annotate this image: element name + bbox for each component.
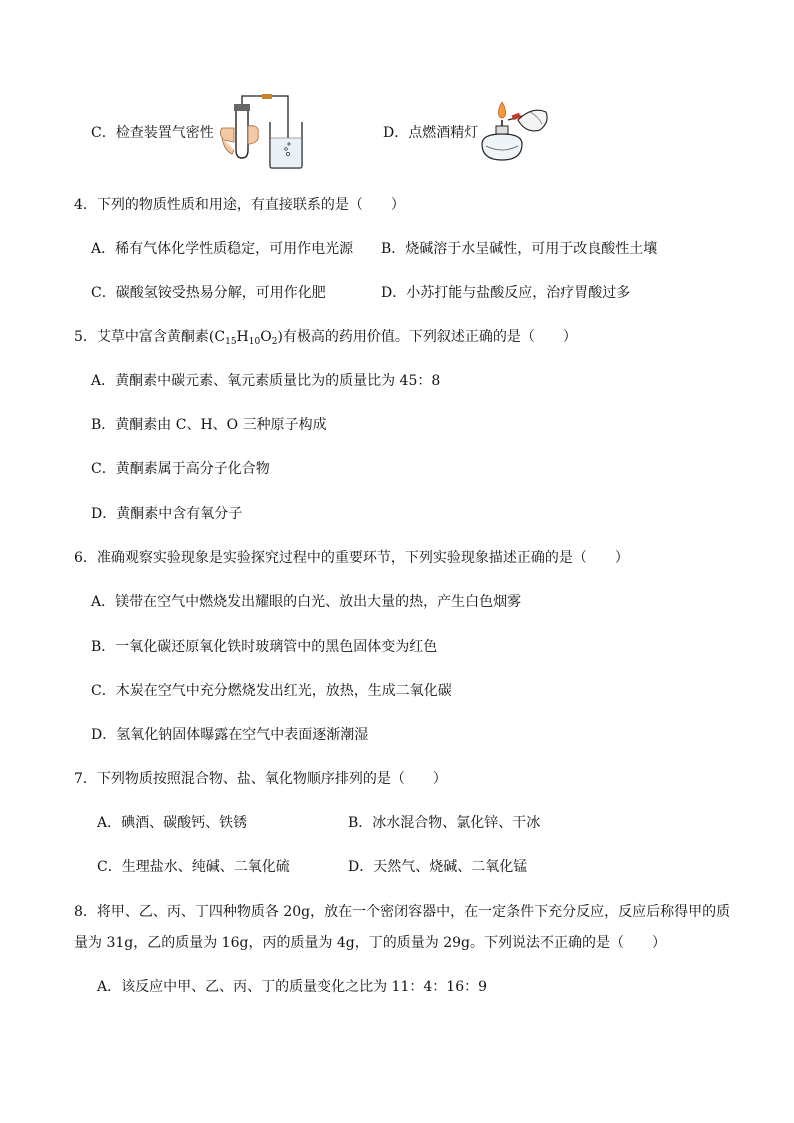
q4-option-c: C．碳酸氢铵受热易分解，可用作化肥: [91, 285, 326, 301]
q4-option-a: A．稀有气体化学性质稳定，可用作电光源: [91, 241, 354, 257]
q6-option-a: A．镁带在空气中燃烧发出耀眼的白光、放出大量的热，产生白色烟雾: [91, 594, 522, 610]
q7-stem: 7．下列物质按照混合物、盐、氧化物顺序排列的是（ ）: [74, 771, 447, 787]
q8-stem-line1: 8．将甲、乙、丙、丁四种物质各 20g，放在一个密闭容器中，在一定条件下充分反应，反应后称得甲的质: [74, 904, 731, 920]
q3-option-d: D．点燃酒精灯: [383, 125, 479, 141]
q5-option-b: B．黄酮素由 C、H、O 三种原子构成: [91, 417, 327, 433]
q4-stem: 4．下列的物质性质和用途，有直接联系的是（ ）: [74, 197, 405, 213]
q6-option-d: D．氢氧化钠固体曝露在空气中表面逐渐潮湿: [91, 727, 369, 743]
q6-option-b: B．一氧化碳还原氧化铁时玻璃管中的黑色固体变为红色: [91, 639, 438, 655]
q4-option-d: D．小苏打能与盐酸反应，治疗胃酸过多: [381, 285, 631, 301]
q7-option-d: D．天然气、烧碱、二氧化锰: [348, 859, 528, 875]
q5-option-c: C．黄酮素属于高分子化合物: [91, 461, 270, 477]
q4-option-b: B．烧碱溶于水呈碱性，可用于改良酸性土壤: [381, 241, 658, 257]
q7-option-c: C．生理盐水、纯碱、二氧化硫: [97, 859, 290, 875]
q7-option-a: A．碘酒、碳酸钙、铁锈: [97, 815, 248, 831]
q5-option-d: D．黄酮素中含有氧分子: [91, 506, 243, 522]
q8-stem-line2: 量为 31g，乙的质量为 16g，丙的质量为 4g，丁的质量为 29g。下列说法不正确的是（ ）: [74, 935, 666, 951]
q8-option-a: A．该反应中甲、乙、丙、丁的质量变化之比为 11：4：16：9: [97, 979, 488, 995]
q5-option-a: A．黄酮素中碳元素、氧元素质量比为的质量比为 45：8: [91, 373, 441, 389]
airtightness-check-illustration: [214, 94, 314, 170]
q7-option-b: B．冰水混合物、氯化锌、干冰: [348, 815, 541, 831]
q3-option-c: C．检查装置气密性: [91, 125, 214, 141]
q6-stem: 6．准确观察实验现象是实验探究过程中的重要环节，下列实验现象描述正确的是（ ）: [74, 550, 629, 566]
q6-option-c: C．木炭在空气中充分燃烧发出红光，放热，生成二氧化碳: [91, 683, 452, 699]
alcohol-lamp-illustration: [478, 98, 554, 164]
q5-stem: 5．艾草中富含黄酮素$(C_{15}H_{10}O_2)$有极高的药用价值。下列叙述正确的是（ ）: [74, 329, 577, 347]
